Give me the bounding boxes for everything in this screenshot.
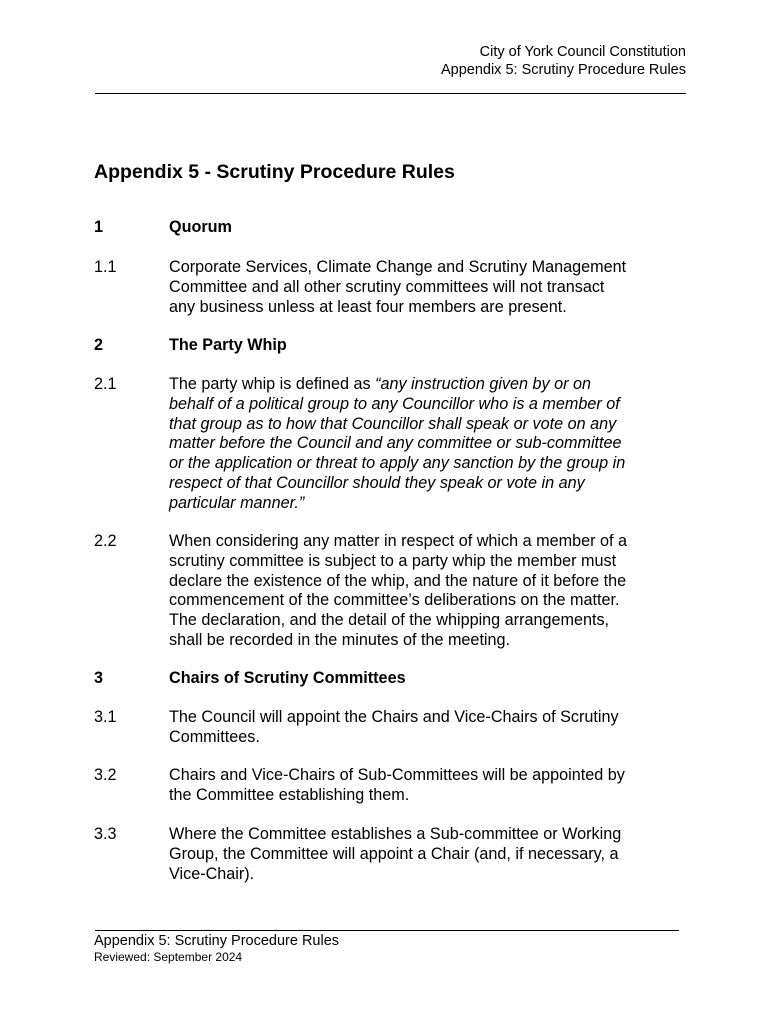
section-1-heading: Quorum [169,218,232,236]
para-3-2 [169,766,689,806]
para-2-1 [169,375,689,514]
para-line: behalf of a political group to any Councillor who is a member of [169,394,620,413]
para-3-3 [169,825,689,884]
para-line: scrutiny committee is subject to a party whip the member must [169,551,617,570]
para-line: The declaration, and the detail of the whipping arrangements, [169,611,610,630]
para-line: declare the existence of the whip, and the nature of it before the [169,571,627,590]
whip-definition-quote: “any instruction given by or on [375,375,592,393]
para-line: Committees. [169,727,260,746]
para-line: Where the Committee establishes a Sub-committee or Working [169,825,622,843]
para-line: respect of that Councillor should they speak or vote in any [169,473,585,492]
para-line [169,375,689,395]
para-line: that group as to how that Councillor shall speak or vote on any [169,414,617,433]
para-line: Group, the Committee will appoint a Chair (and, if necessary, a [169,844,619,863]
footer-line-1: Appendix 5: Scrutiny Procedure Rules [94,933,340,949]
para-lead-text: The party whip is defined as [169,375,376,393]
para-2-2-number: 2.2 [94,532,117,550]
para-line: Chairs and Vice-Chairs of Sub-Committees will be appointed by [169,766,625,784]
para-line: shall be recorded in the minutes of the meeting. [169,630,511,649]
para-line: particular manner.” [169,493,305,512]
section-3-number: 3 [94,669,104,687]
para-line: any business unless at least four members are present. [169,297,567,316]
para-3-1-number: 3.1 [94,708,117,726]
para-line: the Committee establishing them. [169,785,410,804]
header-rule [95,93,686,94]
para-1-1 [169,258,689,317]
section-2-heading: The Party Whip [169,336,287,354]
para-line: matter before the Council and any committee or sub-committee [169,434,622,453]
header-line-1: City of York Council Constitution [479,44,686,60]
para-line: When considering any matter in respect of which a member of a [169,532,627,550]
para-line: Corporate Services, Climate Change and Scrutiny Management [169,258,627,276]
page-title: Appendix 5 - Scrutiny Procedure Rules [94,161,455,183]
para-1-1-number: 1.1 [94,258,117,276]
section-2-number: 2 [94,336,104,354]
para-3-2-number: 3.2 [94,766,117,784]
section-3-heading: Chairs of Scrutiny Committees [169,669,406,687]
para-line: commencement of the committee’s deliberations on the matter. [169,591,620,610]
footer-line-2: Reviewed: September 2024 [94,950,243,964]
para-2-1-number: 2.1 [94,375,117,393]
footer-rule [95,930,679,931]
para-3-3-number: 3.3 [94,825,117,843]
para-3-1 [169,708,689,748]
para-line: or the application or threat to apply any sanction by the group in [169,454,626,473]
para-2-2 [169,532,689,651]
para-line: Committee and all other scrutiny committees will not transact [169,277,605,296]
header-line-2: Appendix 5: Scrutiny Procedure Rules [440,62,686,78]
para-line: Vice-Chair). [169,864,255,883]
section-1-number: 1 [94,218,104,236]
para-line: The Council will appoint the Chairs and Vice-Chairs of Scrutiny [169,708,619,726]
